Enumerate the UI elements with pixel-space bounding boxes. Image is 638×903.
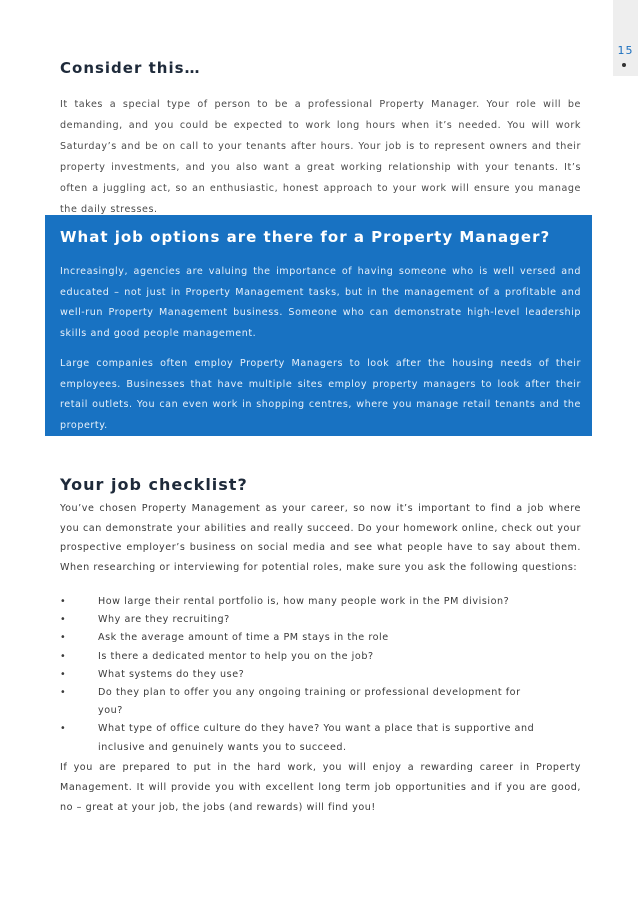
job-options-paragraph-2: Large companies often employ Property Managers to look after the housing needs of their employees. Businesses that have multiple sites employ property managers to look after their retail outlets. You can even work in shopping centres, where you manage retail tenants and the property. <box>60 358 581 431</box>
bullet-icon: • <box>60 650 67 662</box>
page-number-dot <box>622 63 626 67</box>
job-options-heading: What job options are there for a Property Manager? <box>60 228 551 246</box>
list-item-text: What type of office culture do they have? You want a place that is supportive and inclusive and genuinely wants you to succeed. <box>98 723 535 753</box>
list-item-text: Why are they recruiting? <box>98 614 230 626</box>
list-item-text: What systems do they use? <box>98 668 245 680</box>
bullet-icon: • <box>60 723 67 735</box>
list-item <box>60 720 581 756</box>
job-options-callout <box>45 215 592 436</box>
checklist-heading: Your job checklist? <box>60 475 248 494</box>
closing-paragraph: If you are prepared to put in the hard work, you will enjoy a rewarding career in Property Management. It will provide you with excellent long term job opportunities and if you are good, no – great at your job, the jobs (and rewards) will find you! <box>60 762 581 813</box>
list-item-text: Ask the average amount of time a PM stays in the role <box>98 632 389 644</box>
checklist-list <box>60 593 581 757</box>
bullet-icon: • <box>60 687 67 699</box>
bullet-icon: • <box>60 632 67 644</box>
list-item <box>60 684 581 720</box>
checklist-intro: You’ve chosen Property Management as your career, so now it’s important to find a job where you can demonstrate your abilities and really succeed. Do your homework online, check out your prospective employer’s business on social media and see what people have to say about them. When researching or interviewing for potential roles, make sure you ask the following questions: <box>60 503 581 573</box>
list-item-text: How large their rental portfolio is, how many people work in the PM division? <box>98 596 510 607</box>
list-item-text: Is there a dedicated mentor to help you on the job? <box>98 650 374 662</box>
list-item <box>60 629 581 647</box>
list-item <box>60 666 581 684</box>
list-item <box>60 648 581 666</box>
consider-heading: Consider this… <box>60 59 201 77</box>
bullet-icon: • <box>60 668 67 680</box>
list-item-text: Do they plan to offer you any ongoing training or professional development for you? <box>98 687 521 717</box>
consider-body: It takes a special type of person to be a professional Property Manager. Your role will be demanding, and you could be expected to work long hours when it’s needed. You will work Saturday’s and be on call to your tenants after hours. Your job is to represent owners and their property investments, and you also want a great working relationship with your tenants. It’s often a juggling act, so an enthusiastic, honest approach to your work will ensure you manage the daily stresses. <box>60 99 581 215</box>
list-item <box>60 593 581 611</box>
bullet-icon: • <box>60 614 67 626</box>
job-options-paragraph-1: Increasingly, agencies are valuing the importance of having someone who is well versed and educated – not just in Property Management tasks, but in the management of a profitable and well-run Property Management business. Someone who can demonstrate high-level leadership skills and good people management. <box>60 266 581 339</box>
bullet-icon: • <box>60 596 67 607</box>
list-item <box>60 611 581 629</box>
page-number: 15 <box>617 44 634 57</box>
